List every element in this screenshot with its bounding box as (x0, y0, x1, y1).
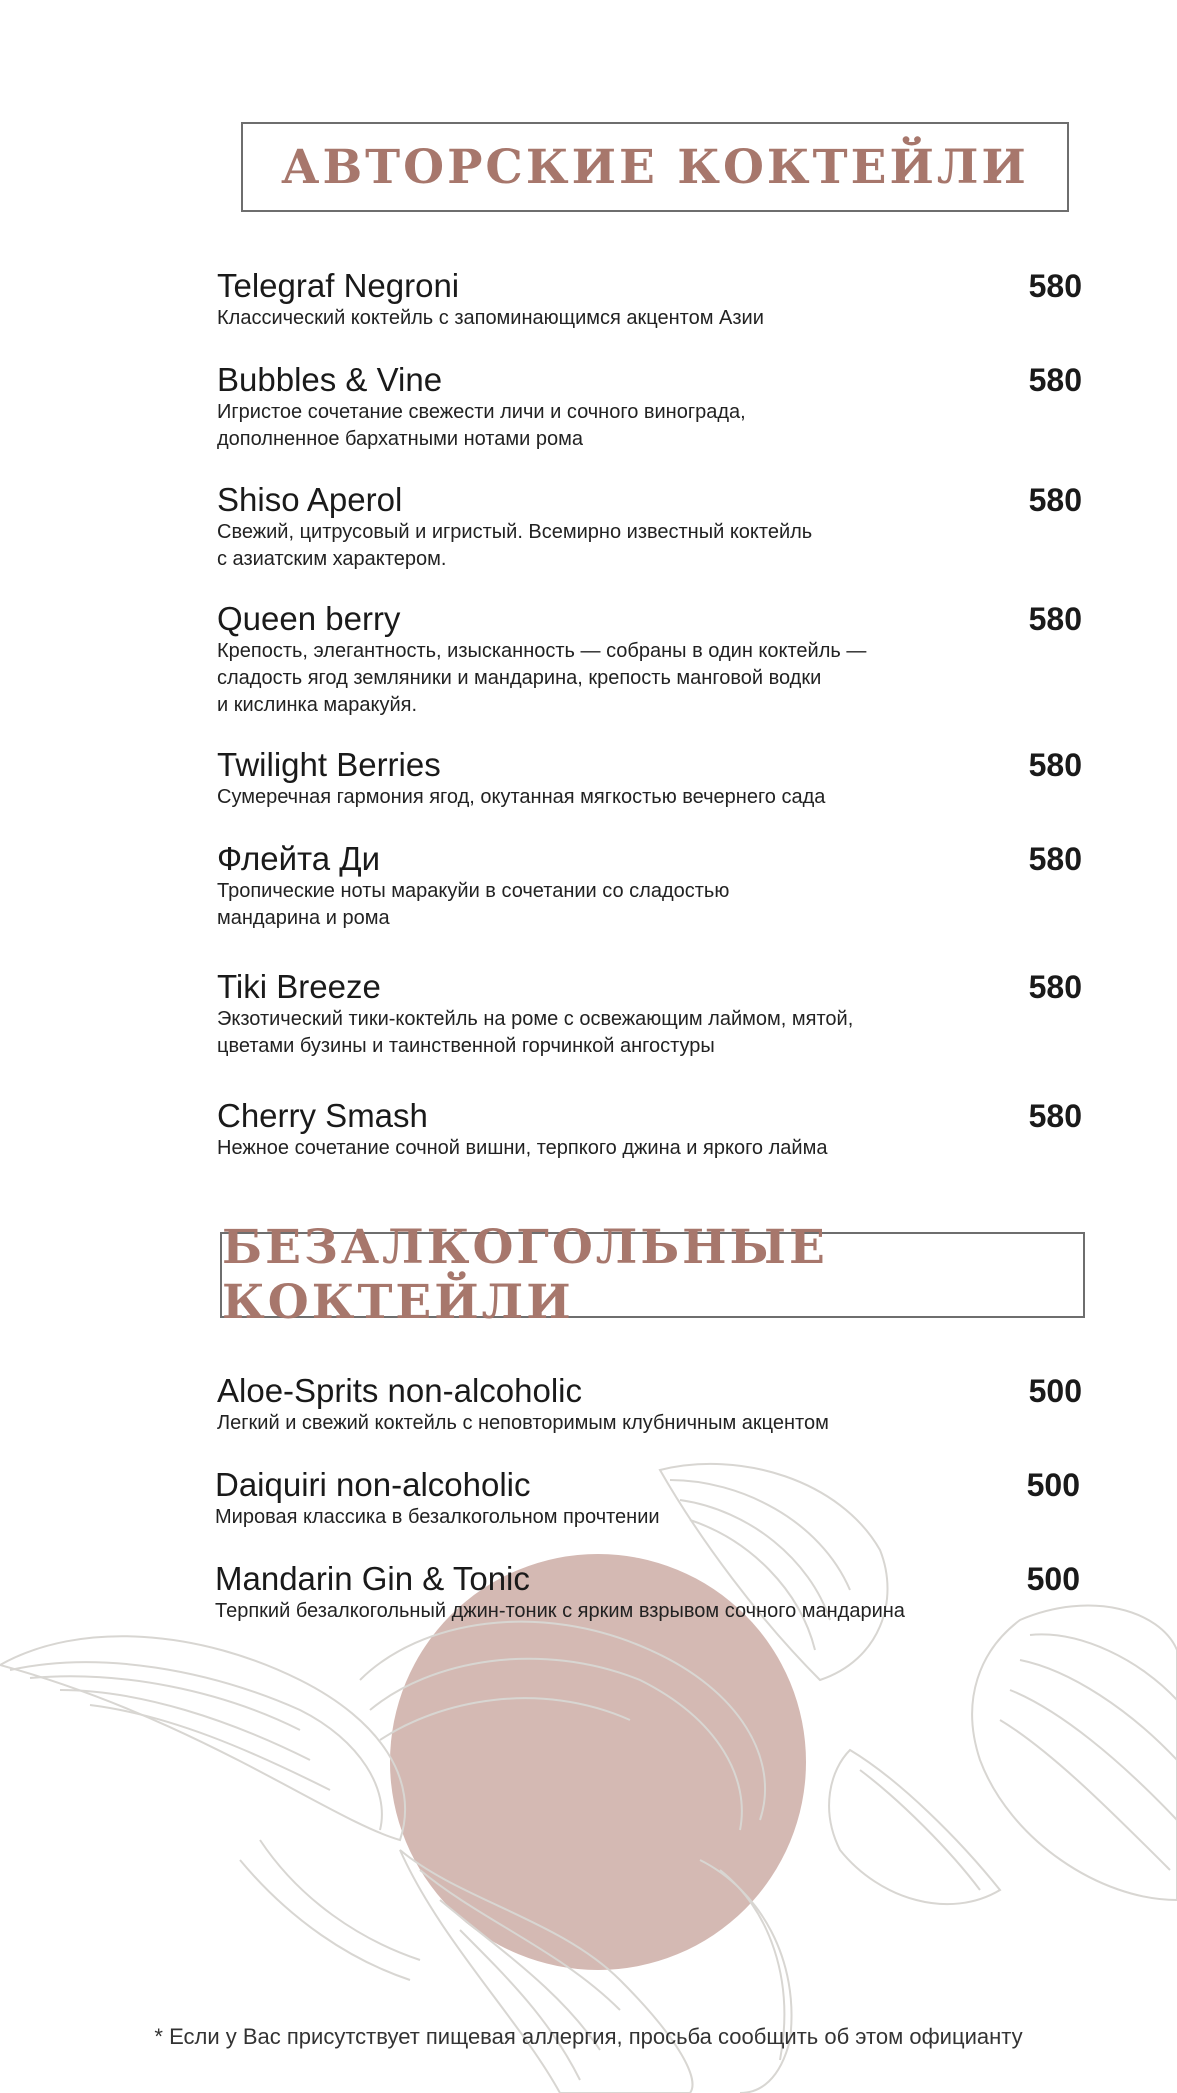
item-name: Aloe-Sprits non-alcoholic (217, 1372, 583, 1409)
item-price: 580 (1028, 841, 1082, 877)
item-description: Классический коктейль с запоминающимся акцентом Азии (217, 307, 764, 329)
item-name: Флейта Ди (217, 840, 381, 877)
menu-item (217, 267, 1085, 332)
item-description: Терпкий безалкогольный джин-тоник с ярким взрывом сочного мандарина (215, 1600, 905, 1622)
item-price: 580 (1028, 601, 1082, 637)
menu-item (217, 968, 1085, 1060)
item-description: Нежное сочетание сочной вишни, терпкого джина и яркого лайма (217, 1137, 828, 1159)
item-name: Cherry Smash (217, 1097, 428, 1134)
menu-item (217, 840, 1085, 932)
item-description: Игристое сочетание свежести личи и сочного винограда, дополненное бархатными нотами рома (217, 401, 746, 450)
menu-item (217, 481, 1085, 573)
section-title-box-signature (241, 122, 1069, 212)
item-price: 580 (1028, 1098, 1082, 1134)
item-description: Крепость, элегантность, изысканность — собраны в один коктейль — сладость ягод земляники и мандарина, крепость манговой водки и кислинка маракуйя. (217, 640, 867, 716)
item-name: Bubbles & Vine (217, 361, 443, 398)
menu-item (217, 1372, 1085, 1437)
item-name: Telegraf Negroni (217, 267, 460, 304)
menu-item (217, 1097, 1085, 1162)
item-price: 580 (1028, 969, 1082, 1005)
item-price: 580 (1028, 268, 1082, 304)
menu-item (215, 1466, 1083, 1531)
menu-item (217, 600, 1085, 719)
item-description: Легкий и свежий коктейль с неповторимым клубничным акцентом (217, 1412, 829, 1434)
menu-item (217, 361, 1085, 453)
section-title-signature: АВТОРСКИЕ КОКТЕЙЛИ (281, 139, 1029, 195)
item-price: 500 (1026, 1467, 1080, 1503)
item-name: Shiso Aperol (217, 481, 403, 518)
item-name: Queen berry (217, 600, 401, 637)
section-title-box-non-alcoholic (220, 1220, 1085, 1330)
item-description: Мировая классика в безалкогольном прочтении (215, 1506, 660, 1528)
item-name: Tiki Breeze (217, 968, 381, 1005)
item-description: Свежий, цитрусовый и игристый. Всемирно известный коктейль с азиатским характером. (217, 521, 813, 570)
menu-item (215, 1560, 1083, 1625)
section-title-non-alcoholic: БЕЗАЛКОГОЛЬНЫЕ КОКТЕЙЛИ (222, 1220, 828, 1330)
item-price: 500 (1028, 1373, 1082, 1409)
item-price: 580 (1028, 747, 1082, 783)
item-description: Сумеречная гармония ягод, окутанная мягкостью вечернего сада (217, 786, 826, 808)
item-price: 580 (1028, 362, 1082, 398)
item-price: 580 (1028, 482, 1082, 518)
item-description: Экзотический тики-коктейль на роме с освежающим лаймом, мятой, цветами бузины и таинственной горчинкой ангостуры (217, 1008, 854, 1057)
allergy-footnote: * Если у Вас присутствует пищевая аллергия, просьба сообщить об этом официанту (154, 2024, 1023, 2049)
item-name: Mandarin Gin & Tonic (215, 1560, 530, 1597)
item-name: Daiquiri non-alcoholic (215, 1466, 531, 1503)
item-name: Twilight Berries (217, 746, 441, 783)
menu-item (217, 746, 1085, 811)
item-description: Тропические ноты маракуйи в сочетании со сладостью мандарина и рома (217, 880, 730, 929)
item-price: 500 (1026, 1561, 1080, 1597)
